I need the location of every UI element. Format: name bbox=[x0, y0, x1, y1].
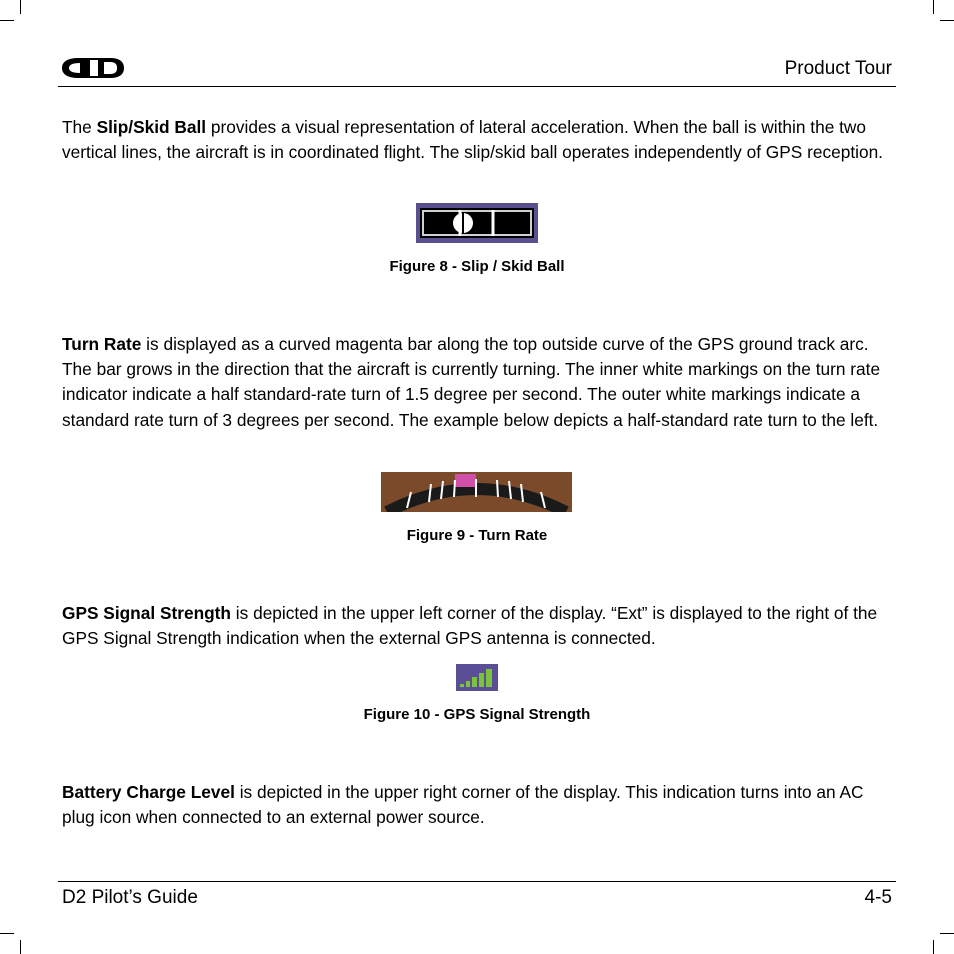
signal-bar bbox=[486, 669, 492, 687]
signal-bar bbox=[472, 677, 477, 687]
term-battery-charge-level: Battery Charge Level bbox=[62, 782, 235, 802]
term-turn-rate: Turn Rate bbox=[62, 334, 142, 354]
battery-charge-paragraph: Battery Charge Level is depicted in the upper right corner of the display. This indication turns into an AC plug icon when connected to an external power source. bbox=[62, 782, 864, 828]
gps-signal-paragraph: GPS Signal Strength is depicted in the upper left corner of the display. “Ext” is displayed to the right of the GPS Signal Strength indication when the external GPS antenna is connected. bbox=[62, 603, 878, 649]
footer-guide-title: D2 Pilot’s Guide bbox=[62, 887, 198, 908]
turn-rate-paragraph: Turn Rate is displayed as a curved magenta bar along the top outside curve of the GPS ground track arc. The bar grows in the direction that the aircraft is currently turning. The inner white markings on the turn rate indicator indicate a half standard-rate turn of 1.5 degree per second. The outer white markings indicate a standard rate turn of 3 degrees per second. The example below depicts a half-standard rate turn to the left. bbox=[62, 334, 881, 430]
crop-mark bbox=[933, 940, 934, 954]
signal-bar bbox=[460, 684, 464, 687]
turn-rate-figure bbox=[381, 472, 572, 512]
figure-8-caption: Figure 8 - Slip / Skid Ball bbox=[389, 258, 565, 275]
crop-mark bbox=[0, 933, 14, 934]
company-logo bbox=[60, 56, 126, 80]
crop-mark bbox=[940, 933, 954, 934]
crop-mark bbox=[0, 20, 14, 21]
crop-mark bbox=[940, 20, 954, 21]
footer-rule bbox=[58, 881, 896, 882]
term-slip-skid-ball: Slip/Skid Ball bbox=[96, 117, 207, 137]
gps-signal-strength-figure bbox=[456, 664, 498, 691]
crop-mark bbox=[20, 940, 21, 954]
slip-skid-paragraph: The Slip/Skid Ball provides a visual representation of lateral acceleration. When the ball is within the two vertical lines, the aircraft is in coordinated flight. The slip/skid ball operates independently of GPS reception. bbox=[62, 117, 883, 163]
crop-mark bbox=[933, 0, 934, 14]
header-title: Product Tour bbox=[784, 58, 892, 79]
figure-10-caption: Figure 10 - GPS Signal Strength bbox=[363, 706, 591, 723]
footer-page-number: 4-5 bbox=[864, 887, 892, 908]
header-rule bbox=[58, 86, 896, 87]
figure-9-caption: Figure 9 - Turn Rate bbox=[406, 527, 548, 544]
crop-mark bbox=[20, 0, 21, 14]
term-gps-signal-strength: GPS Signal Strength bbox=[62, 603, 231, 623]
signal-bar bbox=[466, 681, 470, 687]
turn-rate-bar bbox=[455, 474, 476, 487]
slip-skid-ball-figure bbox=[416, 203, 538, 243]
signal-bar bbox=[479, 673, 484, 687]
